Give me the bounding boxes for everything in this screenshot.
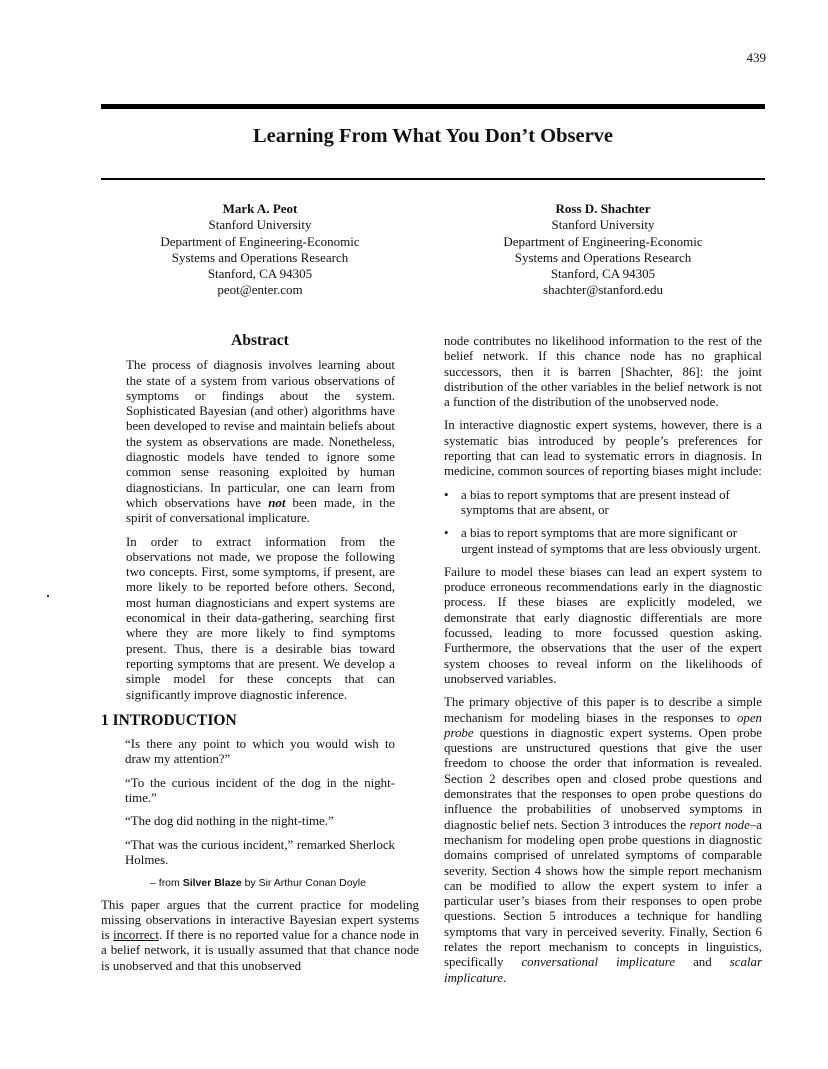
emphasis-text: not (268, 495, 286, 510)
text-run: – from (150, 877, 180, 890)
bullet-item (444, 488, 762, 519)
text-run: The process of diagnosis involves learning about the state of a system from various observations of symptoms or findings about the system. Sophisticated Bayesian (and other) algorithms have been developed to revise and maintain beliefs about the system as observations are made. Nonetheless, diagnostic models have tended to ignore some common sense reasoning exploited by human diagnosticians. In particular, one can learn from which observations have (126, 358, 395, 510)
text-run: –a mechanism for modeling open probe questions in diagnostic domains comprised of unrelated symptoms of comparable severity. Section 4 shows how the simple report mechanism can be modified to allow the expert system to infer a particular user’s biases from their responses to open probe questions. Section 5 introduces a technique for handling symptoms that vary in perceived severity. Finally, Section 6 relates the report mechanism to concepts in linguistics, specifically (444, 817, 762, 970)
abstract-heading: Abstract (231, 332, 289, 349)
author-division: Systems and Operations Research (171, 249, 349, 265)
text-run: and (693, 955, 712, 970)
author-name: Mark A. Peot (222, 201, 298, 216)
epigraph-attribution (121, 876, 395, 891)
text-run: been made, in the spirit of conversational implicature. (126, 495, 395, 526)
text-run: . If there is no reported value for a chance node in a belief network, it is usually assumed that that chance node is unobserved and that this unobserved (101, 928, 419, 973)
author-department: Department of Engineering-Economic (503, 233, 703, 249)
left-column (101, 333, 419, 982)
title-bottom-rule (101, 178, 765, 180)
emphasis-text: conversational implicature (521, 955, 676, 970)
author-address: Stanford, CA 94305 (207, 266, 313, 282)
text-run: . (502, 970, 507, 985)
introduction-paragraph (101, 898, 419, 974)
abstract-paragraph (126, 358, 395, 526)
body-paragraph: Failure to model these biases can lead an expert system to produce erroneous recommendations early in the diagnostic process. If these biases are explicitly modeled, we demonstrate that early diagnostic differentials are more focussed, leading to more focussed question asking. Furthermore, the observations that the user of the expert system chooses to reveal inform on the likelihoods of unobserved variables. (444, 564, 762, 686)
bullet-icon: • (444, 526, 449, 541)
author-department: Department of Engineering-Economic (160, 233, 360, 249)
body-paragraph: node contributes no likelihood information to the rest of the belief network. If this chance node has no graphical successors, then it is barren [Shachter, 86]: the joint distribution of the other variables in the belief network is not a function of the distribution of the unobserved node. (444, 334, 762, 410)
author-email: peot@enter.com (217, 282, 303, 298)
text-run: This paper argues that the current practice for modeling missing observations in interactive Bayesian expert systems is (101, 897, 419, 943)
epigraph-quote: “Is there any point to which you would wish to draw my attention?” (125, 737, 395, 767)
epigraph-quote: “The dog did nothing in the night-time.” (125, 814, 334, 829)
text-run: questions in diagnostic expert systems. Open probe questions are unstructured questions that give the user freedom to choose the order that information is revealed. Section 2 describes open and closed probe questions and demonstrates that the responses to open probe questions do influence the probabilities of unobserved symptoms in diagnostic belief nets. Section 3 introduces the (444, 725, 762, 832)
author-division: Systems and Operations Research (514, 249, 692, 265)
bullet-item (444, 526, 762, 557)
right-column (444, 334, 762, 994)
text-run: The primary objective of this paper is to describe a simple mechanism for modeling biases in the responses to (444, 695, 762, 725)
body-paragraph (444, 695, 762, 986)
emphasis-text: open probe (444, 710, 762, 740)
emphasis-text: report node (689, 817, 750, 832)
body-paragraph: In interactive diagnostic expert systems, however, there is a systematic bias introduced by people’s preferences for reporting that can lead to systematic errors in diagnosis. In medicine, common sources of reporting biases might include: (444, 418, 762, 479)
author-block-shachter (453, 201, 753, 299)
scan-speck (47, 595, 49, 597)
author-name: Ross D. Shachter (555, 201, 651, 216)
bullet-icon: • (444, 487, 449, 502)
underlined-text: incorrect (113, 928, 159, 943)
author-block-peot (110, 201, 410, 299)
introduction-quotes (101, 737, 419, 891)
book-title: Silver Blaze (182, 877, 242, 890)
author-affiliation: Stanford University (551, 217, 655, 233)
epigraph-quote: “To the curious incident of the dog in the night-time.” (125, 775, 395, 806)
section-heading-introduction: 1 INTRODUCTION (101, 711, 237, 729)
abstract-body (101, 358, 419, 703)
page-number: 439 (746, 50, 766, 65)
author-address: Stanford, CA 94305 (550, 266, 656, 282)
author-email: shachter@stanford.edu (543, 282, 663, 298)
author-affiliation: Stanford University (208, 217, 312, 233)
title-top-rule (101, 104, 765, 109)
epigraph-quote: “That was the curious incident,” remarked Sherlock Holmes. (125, 837, 395, 867)
text-run: by Sir Arthur Conan Doyle (244, 877, 366, 890)
abstract-paragraph: In order to extract information from the observations not made, we propose the following two concepts. First, some symptoms, if present, are more likely to be reported before others. Second, most human diagnosticians and expert systems are economical in their data-gathering, searching first where they are more likely to find symptoms present. Thus, there is a desirable bias toward reporting symptoms that are present. We develop a simple model for these concepts that can significantly improve diagnostic inference. (126, 534, 395, 702)
emphasis-text: scalar implicature (444, 955, 762, 985)
bullet-text: a bias to report symptoms that are more significant or urgent instead of symptoms that are less obviously urgent. (461, 526, 761, 556)
bullet-text: a bias to report symptoms that are present instead of symptoms that are absent, or (461, 487, 730, 517)
paper-title: Learning From What You Don’t Observe (252, 125, 614, 147)
